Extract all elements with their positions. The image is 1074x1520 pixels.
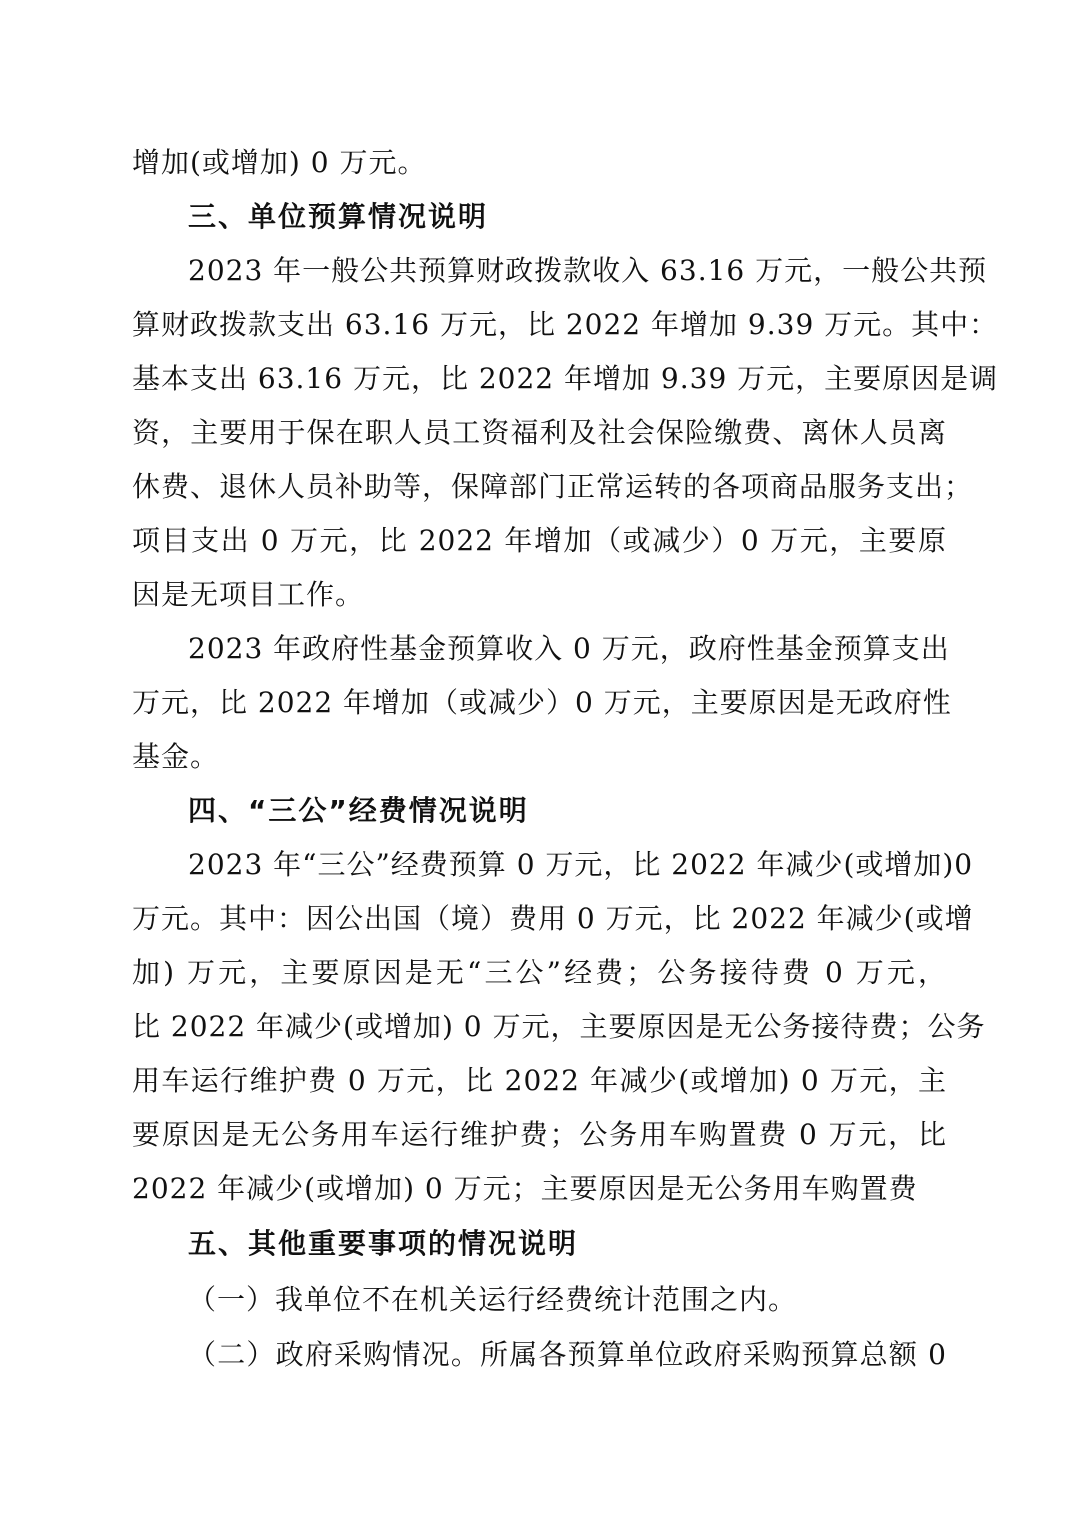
text-line: 增加(或增加) 0 万元。: [132, 146, 427, 179]
paragraph-line: 比 2022 年减少(或增加) 0 万元，主要原因是无公务接待费；公务: [132, 1010, 986, 1043]
paragraph-line: 算财政拨款支出 63.16 万元，比 2022 年增加 9.39 万元。其中：: [132, 308, 999, 341]
paragraph-line: （二）政府采购情况。所属各预算单位政府采购预算总额 0: [188, 1338, 947, 1371]
paragraph-line: 基金。: [132, 740, 220, 773]
paragraph-line: 万元，比 2022 年增加（或减少）0 万元，主要原因是无政府性: [132, 686, 952, 719]
paragraph-line: 2022 年减少(或增加) 0 万元；主要原因是无公务用车购置费: [132, 1172, 918, 1205]
section-heading: 四、“三公”经费情况说明: [188, 794, 529, 827]
paragraph-line: 基本支出 63.16 万元，比 2022 年增加 9.39 万元，主要原因是调: [132, 362, 999, 395]
paragraph-line: 2023 年“三公”经费预算 0 万元，比 2022 年减少(或增加)0: [188, 848, 974, 881]
paragraph-line: 休费、退休人员补助等，保障部门正常运转的各项商品服务支出；: [132, 470, 974, 503]
paragraph-line: 用车运行维护费 0 万元，比 2022 年减少(或增加) 0 万元，主: [132, 1064, 947, 1097]
paragraph-line: 万元。其中：因公出国（境）费用 0 万元，比 2022 年减少(或增: [132, 902, 974, 935]
paragraph-line: 项目支出 0 万元，比 2022 年增加（或减少）0 万元，主要原: [132, 524, 947, 557]
paragraph-line: 2023 年一般公共预算财政拨款收入 63.16 万元，一般公共预: [188, 254, 988, 287]
paragraph-line: （一）我单位不在机关运行经费统计范围之内。: [188, 1283, 798, 1316]
paragraph-line: 2023 年政府性基金预算收入 0 万元，政府性基金预算支出: [188, 632, 950, 665]
paragraph-line: 要原因是无公务用车运行维护费；公务用车购置费 0 万元，比: [132, 1118, 947, 1151]
paragraph-line: 因是无项目工作。: [132, 578, 365, 611]
section-heading: 三、单位预算情况说明: [188, 200, 489, 233]
paragraph-line: 资，主要用于保在职人员工资福利及社会保险缴费、离休人员离: [132, 416, 947, 449]
paragraph-line: 加) 万元，主要原因是无“三公”经费；公务接待费 0 万元，: [132, 956, 947, 989]
section-heading: 五、其他重要事项的情况说明: [188, 1227, 579, 1260]
